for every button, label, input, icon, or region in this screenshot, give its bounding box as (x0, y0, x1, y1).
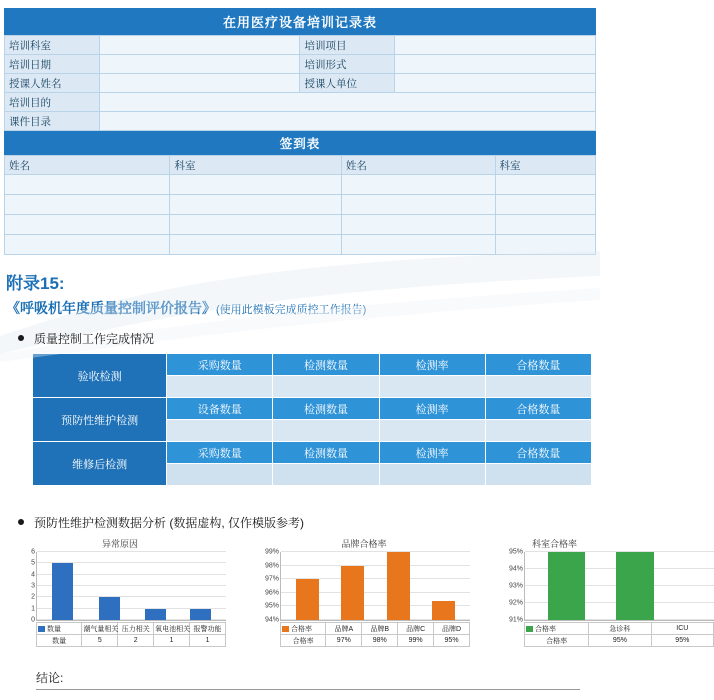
conclusion-label: 结论: (36, 669, 580, 690)
chart2-ytick-5: 99% (264, 548, 279, 556)
signin-cell[interactable] (341, 175, 495, 195)
chart1-series-name: 数量 (37, 635, 82, 647)
chart1-legend-label: 数量 (47, 625, 61, 633)
chart3-ytick-0: 91% (508, 616, 523, 624)
chart2-ytick-0: 94% (264, 616, 279, 624)
value-training-form[interactable] (395, 55, 596, 74)
chart1-ytick-5: 5 (31, 559, 35, 567)
table-row (33, 398, 592, 420)
table-row (33, 442, 592, 464)
qc-header-pass-qty-2: 合格数量 (485, 398, 591, 420)
table-row (37, 635, 226, 647)
chart-brand-pass-rate (258, 537, 470, 647)
label-lecturer-unit: 授课人单位 (300, 74, 395, 93)
table-row (5, 93, 596, 112)
chart3-ytick-1: 92% (508, 599, 523, 607)
value-training-purpose[interactable] (99, 93, 595, 112)
signin-cell[interactable] (5, 215, 170, 235)
table-row (33, 354, 592, 376)
table-row (281, 635, 470, 647)
chart2-cat-0: 品牌A (326, 623, 362, 635)
signin-cell[interactable] (341, 195, 495, 215)
signin-cell[interactable] (5, 175, 170, 195)
signin-col-name-2: 姓名 (341, 156, 495, 175)
chart1-val-1: 2 (118, 635, 154, 647)
appendix-heading (6, 269, 600, 318)
chart1-cat-3: 报警功能 (190, 623, 226, 635)
table-row (525, 623, 714, 635)
signin-cell[interactable] (495, 195, 596, 215)
chart1-ytick-3: 3 (31, 582, 35, 590)
chart3-legend-table (524, 622, 714, 647)
chart3-plot-area (508, 548, 714, 624)
qc-value-cell[interactable] (273, 464, 379, 486)
table-row (5, 74, 596, 93)
chart1-val-0: 5 (82, 635, 118, 647)
chart1-cat-2: 氧电池相关 (154, 623, 190, 635)
chart1-legend-swatch (38, 626, 45, 632)
chart-abnormal-cause (14, 537, 226, 647)
signin-cell[interactable] (495, 215, 596, 235)
signin-col-dept-1: 科室 (170, 156, 341, 175)
qc-row-label-preventive: 预防性维护检测 (33, 398, 167, 442)
signin-cell[interactable] (170, 235, 341, 255)
training-record-section (0, 0, 600, 255)
chart3-val-1: 95% (651, 635, 713, 647)
value-training-dept[interactable] (99, 36, 300, 55)
chart3-cat-0: 急诊科 (589, 623, 651, 635)
qc-header-pass-qty-1: 合格数量 (485, 354, 591, 376)
signin-cell[interactable] (495, 175, 596, 195)
chart1-title: 异常原因 (101, 539, 138, 549)
chart3-legend-label: 合格率 (535, 625, 556, 633)
table-row (5, 175, 596, 195)
qc-header-test-rate-3: 检测率 (379, 442, 485, 464)
qc-header-purchase-qty-3: 采购数量 (167, 442, 273, 464)
chart2-ytick-2: 96% (264, 589, 279, 597)
chart2-bar-2 (387, 552, 410, 620)
qc-value-cell[interactable] (167, 420, 273, 442)
charts-row (0, 537, 690, 657)
signin-cell[interactable] (5, 195, 170, 215)
table-row (5, 112, 596, 131)
signin-cell[interactable] (5, 235, 170, 255)
table-row (281, 623, 470, 635)
label-training-dept: 培训科室 (5, 36, 100, 55)
signin-title: 签到表 (4, 131, 596, 155)
chart2-ytick-4: 98% (264, 562, 279, 570)
chart2-legend-key (281, 623, 326, 635)
chart1-legend-table (36, 622, 226, 647)
qc-header-device-qty-2: 设备数量 (167, 398, 273, 420)
qc-value-cell[interactable] (485, 464, 591, 486)
chart1-bar-0 (52, 563, 73, 620)
chart1-ytick-2: 2 (31, 593, 35, 601)
chart1-bar-2 (145, 609, 166, 620)
chart1-val-3: 1 (190, 635, 226, 647)
qc-value-cell[interactable] (273, 420, 379, 442)
label-training-date: 培训日期 (5, 55, 100, 74)
table-row (5, 36, 596, 55)
value-lecturer-unit[interactable] (395, 74, 596, 93)
appendix-title: 《呼吸机年度质量控制评价报告》 (6, 300, 216, 316)
chart3-bar-0 (548, 552, 586, 620)
chart1-val-2: 1 (154, 635, 190, 647)
signin-header-row (5, 156, 596, 175)
table-row (37, 623, 226, 635)
table-row (5, 195, 596, 215)
label-training-purpose: 培训目的 (5, 93, 100, 112)
signin-col-dept-2: 科室 (495, 156, 596, 175)
qc-value-cell[interactable] (485, 420, 591, 442)
table-row (525, 635, 714, 647)
label-courseware-catalog: 课件目录 (5, 112, 100, 131)
chart2-cat-2: 品牌C (398, 623, 434, 635)
chart1-cat-1: 压力相关 (118, 623, 154, 635)
qc-row-label-acceptance: 验收检测 (33, 354, 167, 398)
qc-header-test-qty-2: 检测数量 (273, 398, 379, 420)
chart2-val-3: 95% (434, 635, 470, 647)
chart2-val-0: 97% (326, 635, 362, 647)
chart3-bar-1 (616, 552, 654, 620)
qc-value-cell[interactable] (167, 376, 273, 398)
chart2-legend-label: 合格率 (291, 625, 312, 633)
chart2-legend-swatch (282, 626, 289, 632)
qc-header-test-qty-1: 检测数量 (273, 354, 379, 376)
quality-control-table (32, 353, 592, 486)
training-record-title: 在用医疗设备培训记录表 (4, 8, 596, 35)
value-courseware-catalog[interactable] (99, 112, 595, 131)
section1-bullet-label: 质量控制工作完成情况 (18, 330, 600, 347)
chart3-legend-key (525, 623, 589, 635)
value-training-date[interactable] (99, 55, 300, 74)
chart1-ytick-1: 1 (31, 605, 35, 613)
chart2-series-name: 合格率 (281, 635, 326, 647)
section2-bullet-label: 预防性维护检测数据分析 (数据虚构, 仅作模版参考) (18, 514, 600, 531)
chart3-legend-swatch (526, 626, 533, 632)
conclusion-section (36, 669, 580, 690)
chart2-legend-table (280, 622, 470, 647)
chart2-plot-area (264, 548, 470, 624)
chart2-cat-3: 品牌D (434, 623, 470, 635)
chart1-legend-key (37, 623, 82, 635)
chart2-val-1: 98% (362, 635, 398, 647)
appendix-title-row (6, 298, 600, 318)
chart3-ytick-4: 95% (508, 548, 523, 556)
label-lecturer-name: 授课人姓名 (5, 74, 100, 93)
qc-value-cell[interactable] (273, 376, 379, 398)
chart2-ytick-1: 95% (264, 602, 279, 610)
appendix-number: 附录15: (6, 274, 65, 293)
chart1-ytick-0: 0 (31, 616, 35, 624)
label-training-form: 培训形式 (300, 55, 395, 74)
signin-cell[interactable] (341, 215, 495, 235)
signin-cell[interactable] (170, 175, 341, 195)
chart1-cat-0: 潮气量相关 (82, 623, 118, 635)
chart1-bar-1 (99, 597, 120, 620)
table-row (5, 55, 596, 74)
chart3-ytick-2: 93% (508, 582, 523, 590)
chart2-cat-1: 品牌B (362, 623, 398, 635)
chart-dept-pass-rate (502, 537, 714, 647)
qc-value-cell[interactable] (167, 464, 273, 486)
qc-header-test-rate-1: 检测率 (379, 354, 485, 376)
signin-col-name-1: 姓名 (5, 156, 170, 175)
qc-value-cell[interactable] (379, 420, 485, 442)
value-lecturer-name[interactable] (99, 74, 300, 93)
qc-header-pass-qty-3: 合格数量 (485, 442, 591, 464)
chart2-bar-1 (341, 566, 364, 620)
chart3-cat-1: ICU (651, 623, 713, 635)
training-record-table (4, 35, 596, 131)
qc-header-purchase-qty-1: 采购数量 (167, 354, 273, 376)
chart2-bar-0 (296, 579, 319, 620)
qc-value-cell[interactable] (379, 464, 485, 486)
chart2-title: 品牌合格率 (341, 539, 387, 549)
signin-cell[interactable] (341, 235, 495, 255)
quality-control-table-wrapper (32, 353, 592, 486)
signin-cell[interactable] (170, 215, 341, 235)
signin-cell[interactable] (495, 235, 596, 255)
chart1-bar-3 (190, 609, 211, 620)
label-training-project: 培训项目 (300, 36, 395, 55)
chart2-bar-3 (432, 601, 455, 620)
chart3-val-0: 95% (589, 635, 651, 647)
signin-table (4, 155, 596, 255)
chart1-ytick-4: 4 (31, 571, 35, 579)
chart2-val-2: 99% (398, 635, 434, 647)
table-row (5, 235, 596, 255)
qc-header-test-rate-2: 检测率 (379, 398, 485, 420)
qc-value-cell[interactable] (379, 376, 485, 398)
chart3-title: 科室合格率 (532, 539, 578, 549)
table-row (5, 215, 596, 235)
value-training-project[interactable] (395, 36, 596, 55)
appendix-note: (使用此模板完成质控工作报告) (216, 304, 367, 316)
qc-row-label-post-repair: 维修后检测 (33, 442, 167, 486)
signin-cell[interactable] (170, 195, 341, 215)
qc-value-cell[interactable] (485, 376, 591, 398)
chart1-plot-area (31, 548, 226, 624)
chart3-ytick-3: 94% (508, 565, 523, 573)
chart3-series-name: 合格率 (525, 635, 589, 647)
chart2-ytick-3: 97% (264, 575, 279, 583)
chart1-ytick-6: 6 (31, 548, 35, 556)
qc-header-test-qty-3: 检测数量 (273, 442, 379, 464)
